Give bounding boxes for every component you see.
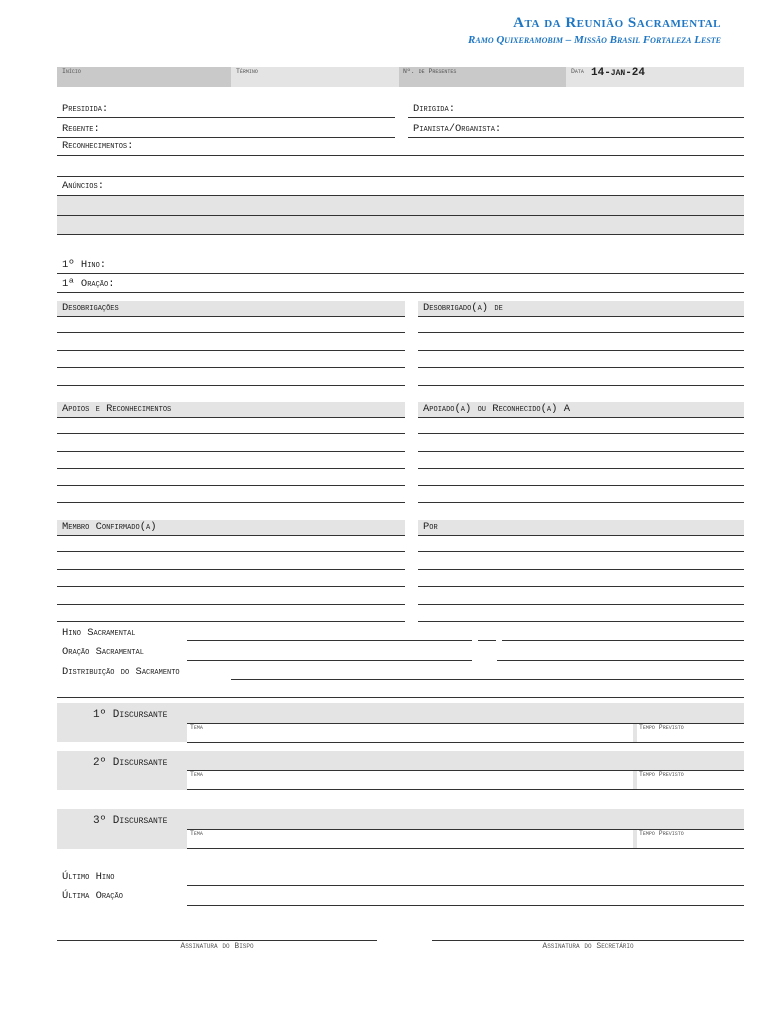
apoios-row[interactable] <box>57 502 405 503</box>
desobrigado-row[interactable] <box>418 350 744 351</box>
page-subtitle: Ramo Quixeramobim – Missão Brasil Fortaleza Leste <box>468 34 721 46</box>
inicio-label: Início <box>62 68 81 75</box>
rule-line <box>57 535 405 536</box>
distribuicao-line-2[interactable] <box>57 697 744 698</box>
oracao1-label: 1ª Oração: <box>62 278 115 290</box>
speaker-3-tema-label: Tema <box>190 830 203 837</box>
por-row[interactable] <box>418 586 744 587</box>
speaker-1-underline <box>187 742 744 743</box>
apoiado-row[interactable] <box>418 468 744 469</box>
regente-line[interactable] <box>57 137 395 138</box>
desobrigado-row[interactable] <box>418 332 744 333</box>
ultimo-hino-label: Último Hino <box>62 871 115 883</box>
oracao-sacramental-line-2[interactable] <box>497 660 744 661</box>
oracao-sacramental-label: Oração Sacramental <box>62 646 144 658</box>
secretario-signature-line[interactable] <box>432 940 744 941</box>
speaker-1-tema-field[interactable] <box>187 724 633 742</box>
por-label: Por <box>423 521 438 533</box>
hino1-label: 1º Hino: <box>62 259 107 271</box>
data-value: 14-jan-24 <box>591 67 646 79</box>
speaker-2-label: 2º Discursante <box>93 757 168 769</box>
speaker-2-underline <box>187 789 744 790</box>
data-label: Data <box>571 68 584 75</box>
desobrigado-row[interactable] <box>418 385 744 386</box>
rule-line <box>57 417 405 418</box>
desobrigacoes-row[interactable] <box>57 385 405 386</box>
apoios-row[interactable] <box>57 468 405 469</box>
reconhecimentos-line[interactable] <box>57 155 744 156</box>
membro-label: Membro Confirmado(a) <box>62 521 157 533</box>
anuncios-line-3[interactable] <box>57 234 744 235</box>
speaker-2-tema-field[interactable] <box>187 771 633 789</box>
membro-row[interactable] <box>57 551 405 552</box>
presidida-line[interactable] <box>57 117 395 118</box>
por-row[interactable] <box>418 621 744 622</box>
anuncios-label: Anúncios: <box>62 180 105 192</box>
bispo-signature-line[interactable] <box>57 940 377 941</box>
oracao-sacramental-line[interactable] <box>187 660 472 661</box>
desobrigacoes-label: Desobrigações <box>62 302 119 314</box>
distribuicao-line[interactable] <box>231 679 744 680</box>
apoiado-row[interactable] <box>418 451 744 452</box>
apoiado-row[interactable] <box>418 485 744 486</box>
anuncios-band-1[interactable] <box>57 196 744 215</box>
desobrigacoes-row[interactable] <box>57 332 405 333</box>
speaker-3-tema-field[interactable] <box>187 830 633 848</box>
desobrigacoes-row[interactable] <box>57 367 405 368</box>
distribuicao-label: Distribuição do Sacramento <box>62 666 180 678</box>
page-title: Ata da Reunião Sacramental <box>513 15 721 31</box>
speaker-3-label: 3º Discursante <box>93 815 168 827</box>
membro-row[interactable] <box>57 569 405 570</box>
speaker-1-tema-label: Tema <box>190 724 203 731</box>
inicio-field[interactable] <box>57 67 231 87</box>
apoiado-row[interactable] <box>418 433 744 434</box>
pianista-line[interactable] <box>408 137 744 138</box>
desobrigado-row[interactable] <box>418 367 744 368</box>
apoios-row[interactable] <box>57 433 405 434</box>
speaker-1-tempo-label: Tempo Previsto <box>639 724 684 731</box>
pianista-label: Pianista/Organista: <box>413 123 502 135</box>
termino-label: Término <box>236 68 258 75</box>
speaker-2-tempo-label: Tempo Previsto <box>639 771 684 778</box>
ultimo-hino-line[interactable] <box>187 885 744 886</box>
speaker-1-label: 1º Discursante <box>93 709 168 721</box>
rule-line <box>418 535 744 536</box>
speaker-3-underline <box>187 848 744 849</box>
dirigida-label: Dirigida: <box>413 103 456 115</box>
anuncios-band-2[interactable] <box>57 216 744 234</box>
regente-label: Regente: <box>62 123 100 135</box>
dirigida-line[interactable] <box>408 117 744 118</box>
por-row[interactable] <box>418 569 744 570</box>
por-row[interactable] <box>418 551 744 552</box>
membro-row[interactable] <box>57 621 405 622</box>
apoios-row[interactable] <box>57 485 405 486</box>
ultima-oracao-label: Última Oração <box>62 890 123 902</box>
oracao1-line[interactable] <box>57 292 744 293</box>
rule-line <box>418 316 744 317</box>
desobrigacoes-row[interactable] <box>57 350 405 351</box>
bispo-signature-label: Assinatura do Bispo <box>180 942 254 951</box>
speaker-2-tema-label: Tema <box>190 771 203 778</box>
presidida-label: Presidida: <box>62 103 109 115</box>
membro-row[interactable] <box>57 586 405 587</box>
apoios-label: Apoios e Reconhecimentos <box>62 403 172 415</box>
hino-sacramental-line[interactable] <box>187 640 472 641</box>
rule-line <box>418 417 744 418</box>
por-row[interactable] <box>418 604 744 605</box>
presentes-label: Nº. de Presentes <box>403 68 457 75</box>
rule-line <box>57 316 405 317</box>
hino-sacramental-label: Hino Sacramental <box>62 627 136 639</box>
apoiado-row[interactable] <box>418 502 744 503</box>
reconhecimentos-label: Reconhecimentos: <box>62 140 134 152</box>
hino-sacramental-line-2[interactable] <box>502 640 744 641</box>
hino1-line[interactable] <box>57 273 744 274</box>
secretario-signature-label: Assinatura do Secretário <box>542 942 634 951</box>
speaker-3-tempo-label: Tempo Previsto <box>639 830 684 837</box>
membro-row[interactable] <box>57 604 405 605</box>
apoios-row[interactable] <box>57 451 405 452</box>
divider <box>57 176 744 177</box>
hino-number-line[interactable] <box>478 640 496 641</box>
desobrigado-label: Desobrigado(a) de <box>423 302 503 314</box>
apoiado-label: Apoiado(a) ou Reconhecido(a) A <box>423 403 571 415</box>
ultima-oracao-line[interactable] <box>187 905 744 906</box>
por-header <box>418 520 744 535</box>
